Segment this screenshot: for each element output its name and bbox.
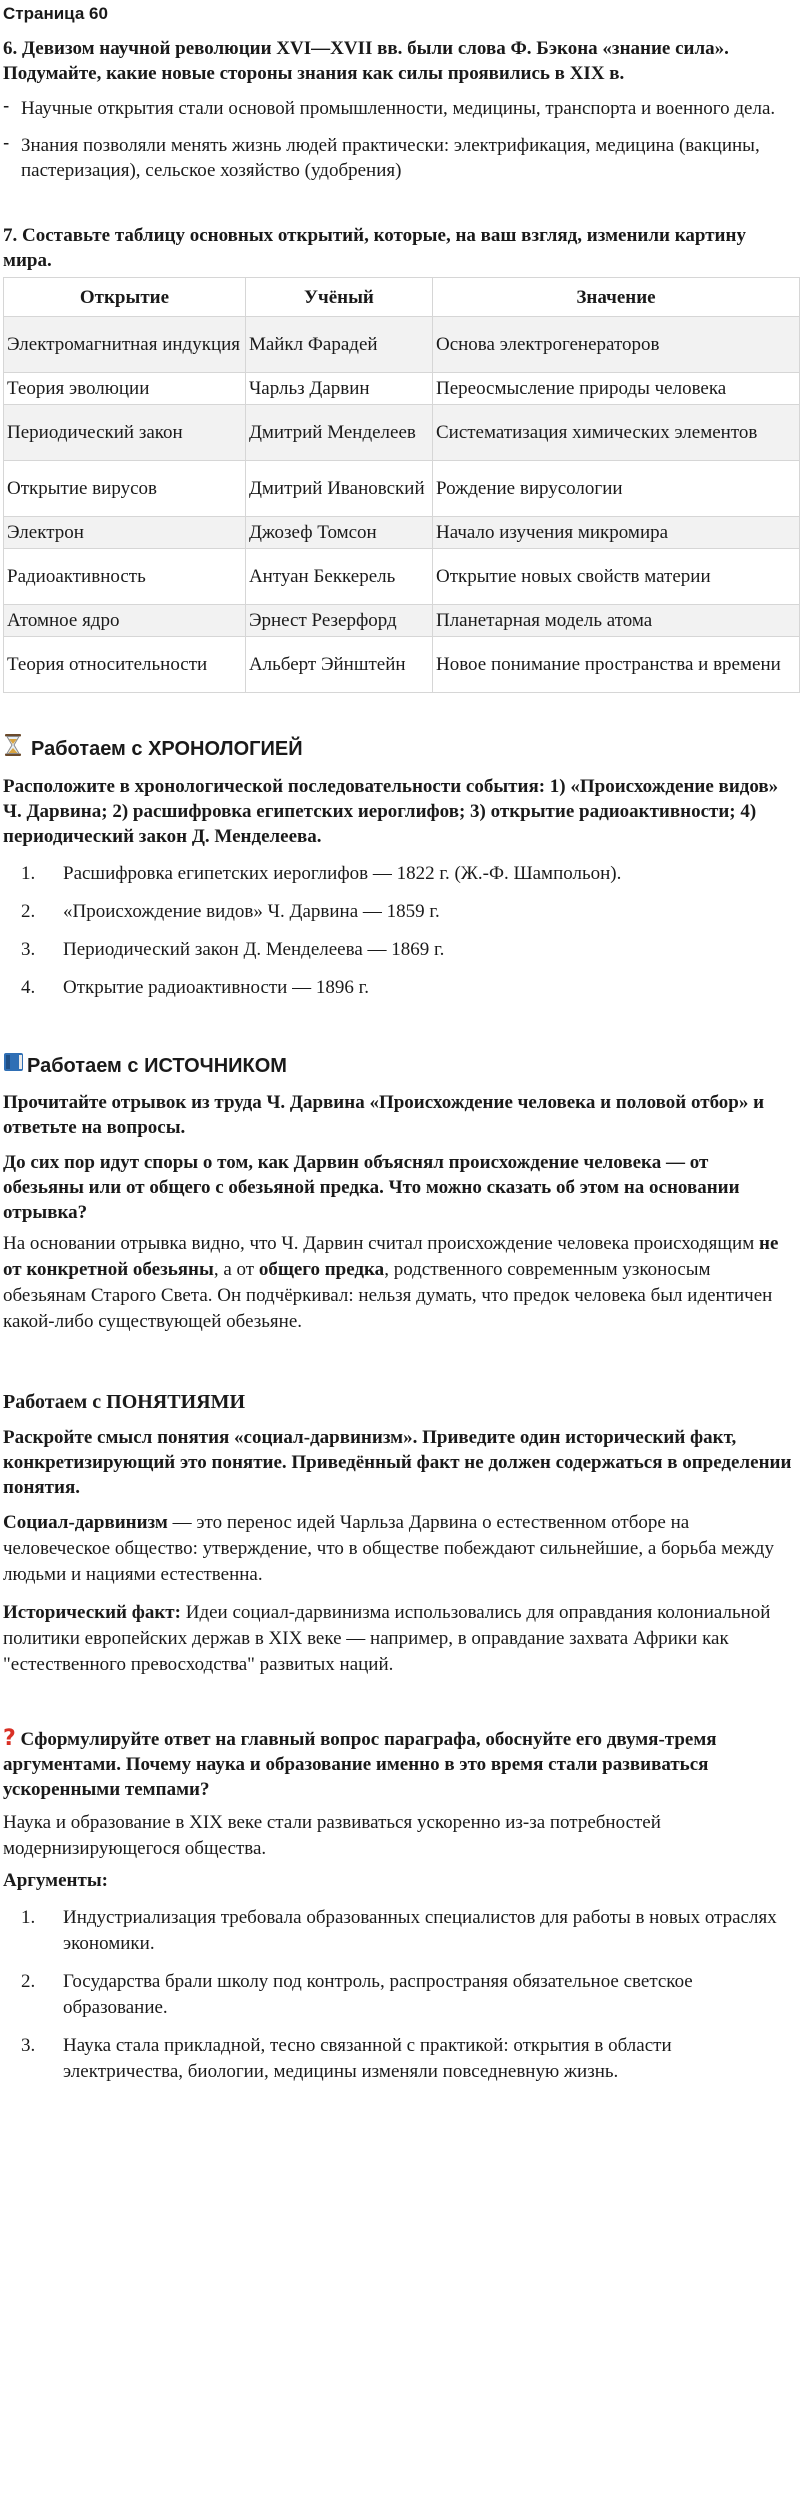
column-header: Открытие bbox=[4, 278, 246, 317]
table-cell: Дмитрий Менделеев bbox=[245, 405, 432, 461]
historical-fact: Исторический факт: Идеи социал-дарвинизма использовались для оправдания колониальной политики европейских держав в XIX веке — например, в оправдание захвата Африки как "естественного превосходства" развитых наций. bbox=[3, 1602, 771, 1675]
table-cell: Систематизация химических элементов bbox=[432, 405, 799, 461]
list-item: 4. Открытие радиоактивности — 1896 г. bbox=[21, 977, 369, 998]
table-cell: Рождение вирусологии bbox=[432, 461, 799, 517]
main-question-text: Сформулируйте ответ на главный вопрос параграфа, обоснуйте его двумя-тремя аргументами. Почему наука и образование именно в это время стали развиваться ускоренными темпами? bbox=[3, 1729, 717, 1800]
table-cell: Радиоактивность bbox=[4, 549, 246, 605]
table-cell: Теория относительности bbox=[4, 637, 246, 693]
table-row bbox=[4, 405, 800, 461]
table-cell: Альберт Эйнштейн bbox=[245, 637, 432, 693]
table-cell: Дмитрий Ивановский bbox=[245, 461, 432, 517]
list-item: 1. Индустриализация требовала образованных специалистов для работы в новых отраслях экономики. bbox=[21, 1907, 777, 1954]
table-row bbox=[4, 637, 800, 693]
main-question bbox=[3, 1726, 793, 1802]
chronology-heading bbox=[3, 733, 793, 764]
table-cell: Теория эволюции bbox=[4, 373, 246, 405]
discoveries-table bbox=[3, 277, 800, 693]
q7-title: 7. Составьте таблицу основных открытий, которые, на ваш взгляд, изменили картину мира. bbox=[3, 225, 746, 271]
arguments-list bbox=[3, 1905, 793, 2085]
list-item: 2. Государства брали школу под контроль, распространяя обязательное светское образование. bbox=[21, 1971, 693, 2018]
table-cell: Новое понимание пространства и времени bbox=[432, 637, 799, 693]
column-header: Значение bbox=[432, 278, 799, 317]
table-row bbox=[4, 461, 800, 517]
source-task: Прочитайте отрывок из труда Ч. Дарвина «Происхождение человека и половой отбор» и ответьте на вопросы. bbox=[3, 1092, 765, 1138]
source-heading bbox=[3, 1051, 793, 1080]
table-cell: Майкл Фарадей bbox=[245, 317, 432, 373]
table-cell: Переосмысление природы человека bbox=[432, 373, 799, 405]
table-cell: Эрнест Резерфорд bbox=[245, 605, 432, 637]
table-cell: Джозеф Томсон bbox=[245, 517, 432, 549]
column-header: Учёный bbox=[245, 278, 432, 317]
list-item: 3. Периодический закон Д. Менделеева — 1869 г. bbox=[21, 939, 445, 960]
table-cell: Антуан Беккерель bbox=[245, 549, 432, 605]
table-cell: Атомное ядро bbox=[4, 605, 246, 637]
list-item: - Знания позволяли менять жизнь людей практически: электрификация, медицина (вакцины, пастеризация), сельское хозяйство (удобрения) bbox=[3, 133, 793, 183]
table-cell: Начало изучения микромира bbox=[432, 517, 799, 549]
main-answer: Наука и образование в XIX веке стали развиваться ускоренно из-за потребностей модернизирующегося общества. bbox=[3, 1812, 661, 1859]
concepts-heading: Работаем с ПОНЯТИЯМИ bbox=[3, 1391, 246, 1413]
concepts-task: Раскройте смысл понятия «социал-дарвинизм». Приведите один исторический факт, конкретизирующий это понятие. Приведённый факт не должен содержаться в определении понятия. bbox=[3, 1427, 792, 1498]
arguments-label: Аргументы: bbox=[3, 1870, 108, 1891]
table-cell: Основа электрогенераторов bbox=[432, 317, 799, 373]
content bbox=[3, 36, 793, 2097]
chronology-heading-text: Работаем с ХРОНОЛОГИЕЙ bbox=[31, 737, 303, 760]
table-row bbox=[4, 317, 800, 373]
q6-list bbox=[3, 96, 793, 183]
table-row bbox=[4, 373, 800, 405]
table-row bbox=[4, 517, 800, 549]
hourglass-icon bbox=[3, 733, 23, 764]
table-row bbox=[4, 605, 800, 637]
source-answer: На основании отрывка видно, что Ч. Дарвин считал происхождение человека происходящим не от конкретной обезьяны, а от общего предка, родственного современным узконосым обезьянам Старого Света. Он подчёркивал: нельзя думать, что предок человека был идентичен какой-либо существующей обезьяне. bbox=[3, 1233, 779, 1332]
table-cell: Электромагнитная индукция bbox=[4, 317, 246, 373]
table-cell: Чарльз Дарвин bbox=[245, 373, 432, 405]
list-item: 1. Расшифровка египетских иероглифов — 1822 г. (Ж.-Ф. Шампольон). bbox=[21, 863, 622, 884]
table-cell: Открытие вирусов bbox=[4, 461, 246, 517]
question-mark-icon: ? bbox=[3, 1726, 16, 1751]
list-item: 3. Наука стала прикладной, тесно связанной с практикой: открытия в области электричества, биологии, медицины изменяли повседневную жизнь. bbox=[21, 2035, 672, 2082]
table-row bbox=[4, 549, 800, 605]
chronology-list bbox=[3, 861, 793, 1001]
table-cell: Планетарная модель атома bbox=[432, 605, 799, 637]
q6-title: 6. Девизом научной революции XVI—XVII вв. были слова Ф. Бэкона «знание сила». Подумайте, какие новые стороны знания как силы проявились в XIX в. bbox=[3, 38, 729, 84]
concept-definition: Социал-дарвинизм — это перенос идей Чарльза Дарвина о естественном отборе на человеческое общество: утверждение, что в обществе побеждают сильнейшие, а борьба между людьми и нациями естественна. bbox=[3, 1512, 774, 1585]
source-heading-text: Работаем с ИСТОЧНИКОМ bbox=[27, 1054, 287, 1077]
table-cell: Открытие новых свойств материи bbox=[432, 549, 799, 605]
page-label: Страница 60 bbox=[3, 4, 108, 23]
list-item: 2. «Происхождение видов» Ч. Дарвина — 1859 г. bbox=[21, 901, 440, 922]
table-header-row bbox=[4, 278, 800, 317]
table-cell: Периодический закон bbox=[4, 405, 246, 461]
chronology-task: Расположите в хронологической последовательности события: 1) «Происхождение видов» Ч. Дарвина; 2) расшифровка египетских иероглифов; 3) открытие радиоактивности; 4) периодический закон Д. Менделеева. bbox=[3, 776, 779, 847]
list-item: - Научные открытия стали основой промышленности, медицины, транспорта и военного дела. bbox=[3, 96, 793, 121]
table-cell: Электрон bbox=[4, 517, 246, 549]
book-icon bbox=[3, 1051, 25, 1080]
source-question: До сих пор идут споры о том, как Дарвин объяснял происхождение человека — от обезьяны или от общего с обезьяной предка. Что можно сказать об этом на основании отрывка? bbox=[3, 1152, 740, 1223]
